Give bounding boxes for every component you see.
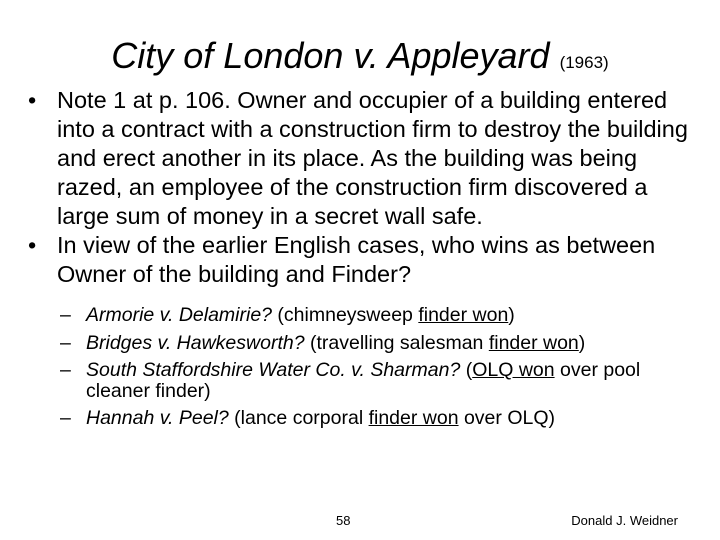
case-name: Hannah v. Peel? (86, 407, 229, 429)
case-item (60, 333, 700, 354)
bullet-marker: • (28, 232, 37, 258)
case-note-pre: (chimneysweep (272, 304, 419, 326)
dash-marker: – (60, 407, 71, 429)
case-outcome: finder won (488, 331, 579, 354)
case-note-post: over pool cleaner finder) (86, 359, 641, 402)
slide-title (0, 34, 720, 85)
case-name: Bridges v. Hawkesworth? (86, 331, 305, 354)
case-note-post: over OLQ) (458, 407, 555, 429)
case-item (60, 360, 700, 401)
case-note-post: ) (508, 304, 515, 326)
case-outcome: finder won (368, 407, 459, 429)
bullet-item (24, 231, 700, 289)
case-outcome: finder won (418, 304, 509, 326)
case-note-pre: (lance corporal (228, 407, 369, 429)
case-list (60, 305, 700, 429)
case-name: South Staffordshire Water Co. v. Sharman? (86, 359, 461, 381)
case-name: Armorie v. Delamirie? (86, 304, 273, 326)
case-note-pre: (travelling salesman (304, 331, 489, 354)
title-year: (1963) (559, 53, 609, 72)
title-text: City of London v. Appleyard (111, 35, 550, 76)
case-note-pre: ( (460, 359, 473, 381)
case-note-post: ) (578, 331, 586, 354)
case-item (60, 408, 700, 429)
slide-number: 58 (336, 513, 351, 528)
bullet-marker: • (28, 87, 37, 113)
bullet-item (24, 86, 700, 231)
bullet-text: In view of the earlier English cases, who wins as between Owner of the building and Finder? (57, 232, 656, 287)
dash-marker: – (60, 359, 71, 381)
case-item (60, 305, 700, 326)
slide-author: Donald J. Weidner (571, 513, 678, 528)
dash-marker: – (60, 331, 71, 354)
bullet-text: Note 1 at p. 106. Owner and occupier of a building entered into a contract with a construction firm to destroy the building and erect another in its place. As the building was being razed, an employee of the construction firm discovered a large sum of money in a secret wall safe. (57, 87, 688, 229)
case-outcome: OLQ won (472, 359, 555, 381)
dash-marker: – (60, 304, 71, 326)
slide-body (24, 86, 700, 436)
